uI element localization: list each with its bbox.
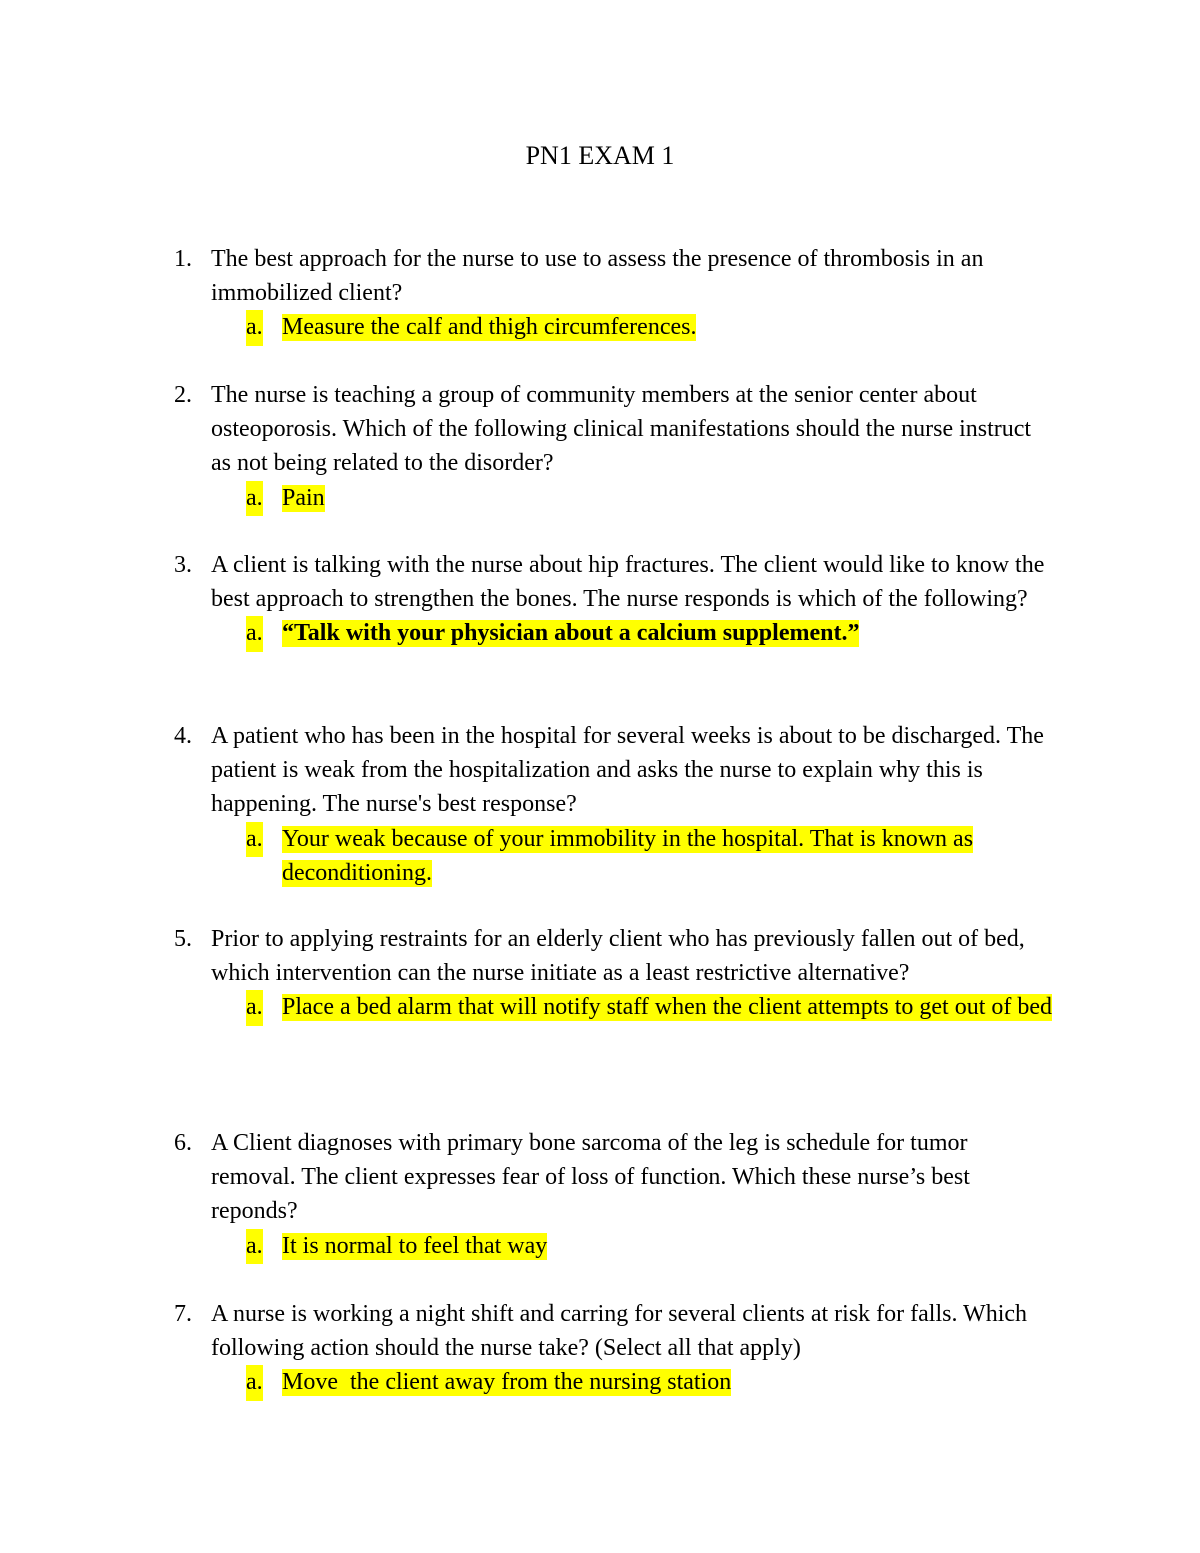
answer-text: Place a bed alarm that will notify staff when the client attempts to get out of bed — [282, 994, 1053, 1021]
question-item — [174, 548, 1074, 651]
question-text: Prior to applying restraints for an elderly client who has previously fallen out of bed, which intervention can the nurse initiate as a least restrictive alternative? — [211, 926, 1025, 987]
question-item — [174, 378, 1074, 515]
answer-letter: a. — [246, 616, 263, 651]
page-title: PN1 EXAM 1 — [525, 141, 675, 170]
answer-letter: a. — [246, 481, 263, 516]
question-text: A nurse is working a night shift and carring for several clients at risk for falls. Which following action should the nurse take? (Select all that apply) — [211, 1301, 1028, 1362]
answer-text: Pain — [282, 484, 325, 511]
question-number: 6. — [174, 1130, 192, 1156]
question-number: 3. — [174, 552, 192, 578]
question-item — [174, 1297, 1074, 1400]
question-number: 2. — [174, 382, 192, 408]
answer-text: “Talk with your physician about a calcium supplement.” — [282, 620, 860, 647]
answer-text: It is normal to feel that way — [282, 1232, 548, 1259]
question-text: The best approach for the nurse to use to assess the presence of thrombosis in an immobilized client? — [211, 246, 984, 307]
answer-item — [246, 310, 1074, 344]
answer-item — [246, 822, 1074, 890]
answer-letter: a. — [246, 1365, 263, 1400]
answer-item — [246, 481, 1074, 515]
question-item — [174, 242, 1074, 345]
answer-item — [246, 990, 1074, 1024]
answer-letter: a. — [246, 822, 263, 857]
question-number: 7. — [174, 1301, 192, 1327]
answer-letter: a. — [246, 990, 263, 1025]
answer-text: Move the client away from the nursing station — [282, 1369, 732, 1396]
question-number: 4. — [174, 723, 192, 749]
question-text: A client is talking with the nurse about hip fractures. The client would like to know the best approach to strengthen the bones. The nurse responds is which of the following? — [211, 552, 1045, 613]
question-number: 5. — [174, 926, 192, 952]
answer-text: Your weak because of your immobility in the hospital. That is known as deconditioning. — [282, 825, 974, 886]
answer-letter: a. — [246, 1229, 263, 1264]
question-text: A patient who has been in the hospital for several weeks is about to be discharged. The patient is weak from the hospitalization and asks the nurse to explain why this is happening. The nurse's best response? — [211, 723, 1044, 818]
question-item — [174, 719, 1074, 890]
question-number: 1. — [174, 246, 192, 272]
question-item — [174, 922, 1074, 1025]
question-text: A Client diagnoses with primary bone sarcoma of the leg is schedule for tumor removal. The client expresses fear of loss of function. Which these nurse’s best reponds? — [211, 1130, 970, 1225]
answer-item — [246, 1229, 1074, 1263]
answer-text: Measure the calf and thigh circumferences. — [282, 314, 697, 341]
question-text: The nurse is teaching a group of community members at the senior center about osteoporosis. Which of the following clinical manifestations should the nurse instruct as not being related to the disorder? — [211, 382, 1032, 477]
answer-item — [246, 616, 1074, 650]
answer-item — [246, 1365, 1074, 1399]
answer-letter: a. — [246, 310, 263, 345]
question-item — [174, 1126, 1074, 1263]
